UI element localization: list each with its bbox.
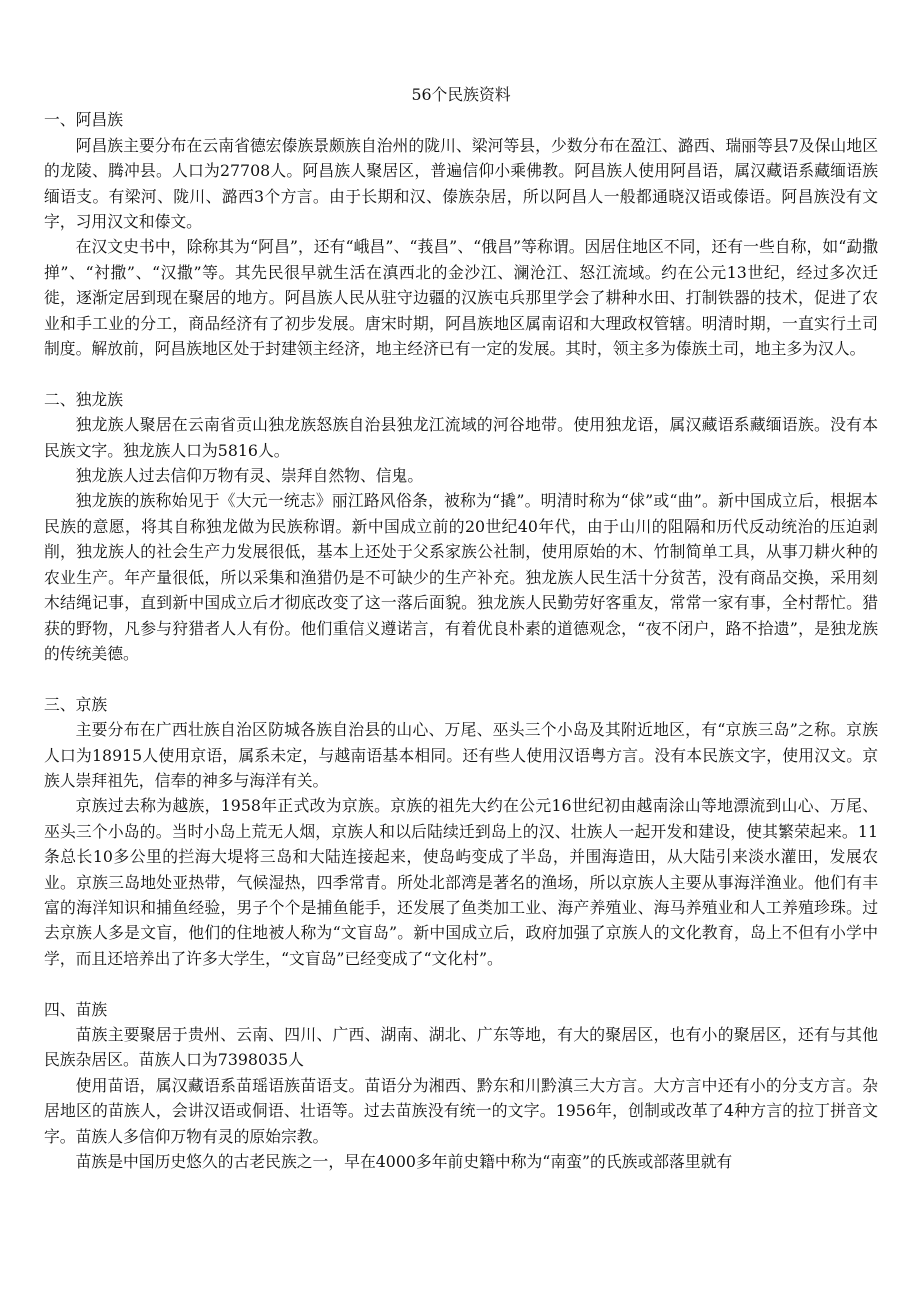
paragraph: 京族过去称为越族，1958年正式改为京族。京族的祖先大约在公元16世纪初由越南涂山等地漂流到山心、万尾、巫头三个小岛的。当时小岛上荒无人烟，京族人和以后陆续迁到岛上的汉、壮族人一起开发和建设，使其繁荣起来。11条总长10多公里的拦海大堤将三岛和大陆连接起来，使岛屿变成了半岛，并围海造田，从大陆引来淡水灌田，发展农业。京族三岛地处亚热带，气候湿热，四季常青。所处北部湾是著名的渔场，所以京族人主要从事海洋渔业。他们有丰富的海洋知识和捕鱼经验，男子个个是捕鱼能手，还发展了鱼类加工业、海产养殖业、海马养殖业和人工养殖珍珠。过去京族人多是文盲，他们的住地被人称为“文盲岛”。新中国成立后，政府加强了京族人的文化教育，岛上不但有小学中学，而且还培养出了许多大学生，“文盲岛”已经变成了“文化村”。 — [44, 796, 878, 968]
paragraph: 独龙族人聚居在云南省贡山独龙族怒族自治县独龙江流域的河谷地带。使用独龙语，属汉藏语系藏缅语族。没有本民族文字。独龙族人口为5816人。 — [44, 415, 878, 460]
paragraph: 在汉文史书中，除称其为“阿昌”，还有“峨昌”、“莪昌”、“俄昌”等称谓。因居住地区不同，还有一些自称，如“勐撒掸”、“衬撒”、“汉撒”等。其先民很早就生活在滇西北的金沙江、澜沧江、怒江流域。约在公元13世纪，经过多次迁徙，逐渐定居到现在聚居的地方。阿昌族人民从驻守边疆的汉族屯兵那里学会了耕种水田、打制铁器的技术，促进了农业和手工业的分工，商品经济有了初步发展。唐宋时期，阿昌族地区属南诏和大理政权管辖。明清时期，一直实行土司制度。解放前，阿昌族地区处于封建领主经济，地主经济已有一定的发展。其时，领主多为傣族土司，地主多为汉人。 — [44, 237, 878, 359]
section-gap — [44, 666, 878, 691]
paragraph: 苗族是中国历史悠久的古老民族之一，早在4000多年前史籍中称为“南蛮”的氏族或部落里就有 — [75, 1152, 733, 1172]
document-page — [44, 82, 878, 1174]
paragraph: 阿昌族主要分布在云南省德宏傣族景颇族自治州的陇川、梁河等县，少数分布在盈江、潞西、瑞丽等县7及保山地区的龙陵、腾冲县。人口为27708人。阿昌族人聚居区，普遍信仰小乘佛教。阿昌族人使用阿昌语，属汉藏语系藏缅语族缅语支。有梁河、陇川、潞西3个方言。由于长期和汉、傣族杂居，所以阿昌人一般都通晓汉语或傣语。阿昌族没有文字，习用汉文和傣文。 — [44, 135, 878, 232]
section-heading-dulong: 二、独龙族 — [44, 389, 123, 409]
paragraph: 独龙族的族称始见于《大元一统志》丽江路风俗条，被称为“撬”。明清时称为“俅”或“曲”。新中国成立后，根据本民族的意愿，将其自称独龙做为民族称谓。新中国成立前的20世纪40年代，由于山川的阻隔和历代反动统治的压迫剥削，独龙族人的社会生产力发展很低，基本上还处于父系家族公社制，使用原始的木、竹制简单工具，从事刀耕火种的农业生产。年产量很低，所以采集和渔猎仍是不可缺少的生产补充。独龙族人民生活十分贫苦，没有商品交换，采用刻木结绳记事，直到新中国成立后才彻底改变了这一落后面貌。独龙族人民勤劳好客重友，常常一家有事，全村帮忙。猎获的野物，凡参与狩猎者人人有份。他们重信义遵诺言，有着优良朴素的道德观念，“夜不闭户，路不拾遗”，是独龙族的传统美德。 — [44, 491, 878, 663]
section-heading-miao: 四、苗族 — [44, 999, 108, 1019]
section-heading-jing: 三、京族 — [44, 694, 108, 714]
paragraph: 苗族主要聚居于贵州、云南、四川、广西、湖南、湖北、广东等地，有大的聚居区，也有小的聚居区，还有与其他民族杂居区。苗族人口为7398035人 — [44, 1024, 878, 1070]
section-gap — [44, 971, 878, 996]
document-title: 56个民族资料 — [411, 85, 511, 104]
paragraph: 独龙族人过去信仰万物有灵、崇拜自然物、信鬼。 — [75, 466, 424, 486]
paragraph: 使用苗语，属汉藏语系苗瑶语族苗语支。苗语分为湘西、黔东和川黔滇三大方言。大方言中还有小的分支方言。杂居地区的苗族人，会讲汉语或侗语、壮语等。过去苗族没有统一的文字。1956年，创制或改革了4种方言的拉丁拼音文字。苗族人多信仰万物有灵的原始宗教。 — [44, 1075, 878, 1146]
paragraph: 主要分布在广西壮族自治区防城各族自治县的山心、万尾、巫头三个小岛及其附近地区，有“京族三岛”之称。京族人口为18915人使用京语，属系未定，与越南语基本相同。还有些人使用汉语粤方言。没有本民族文字，使用汉文。京族人崇拜祖先，信奉的神多与海洋有关。 — [44, 720, 878, 790]
section-heading-achang: 一、阿昌族 — [44, 110, 123, 130]
section-gap — [44, 361, 878, 386]
